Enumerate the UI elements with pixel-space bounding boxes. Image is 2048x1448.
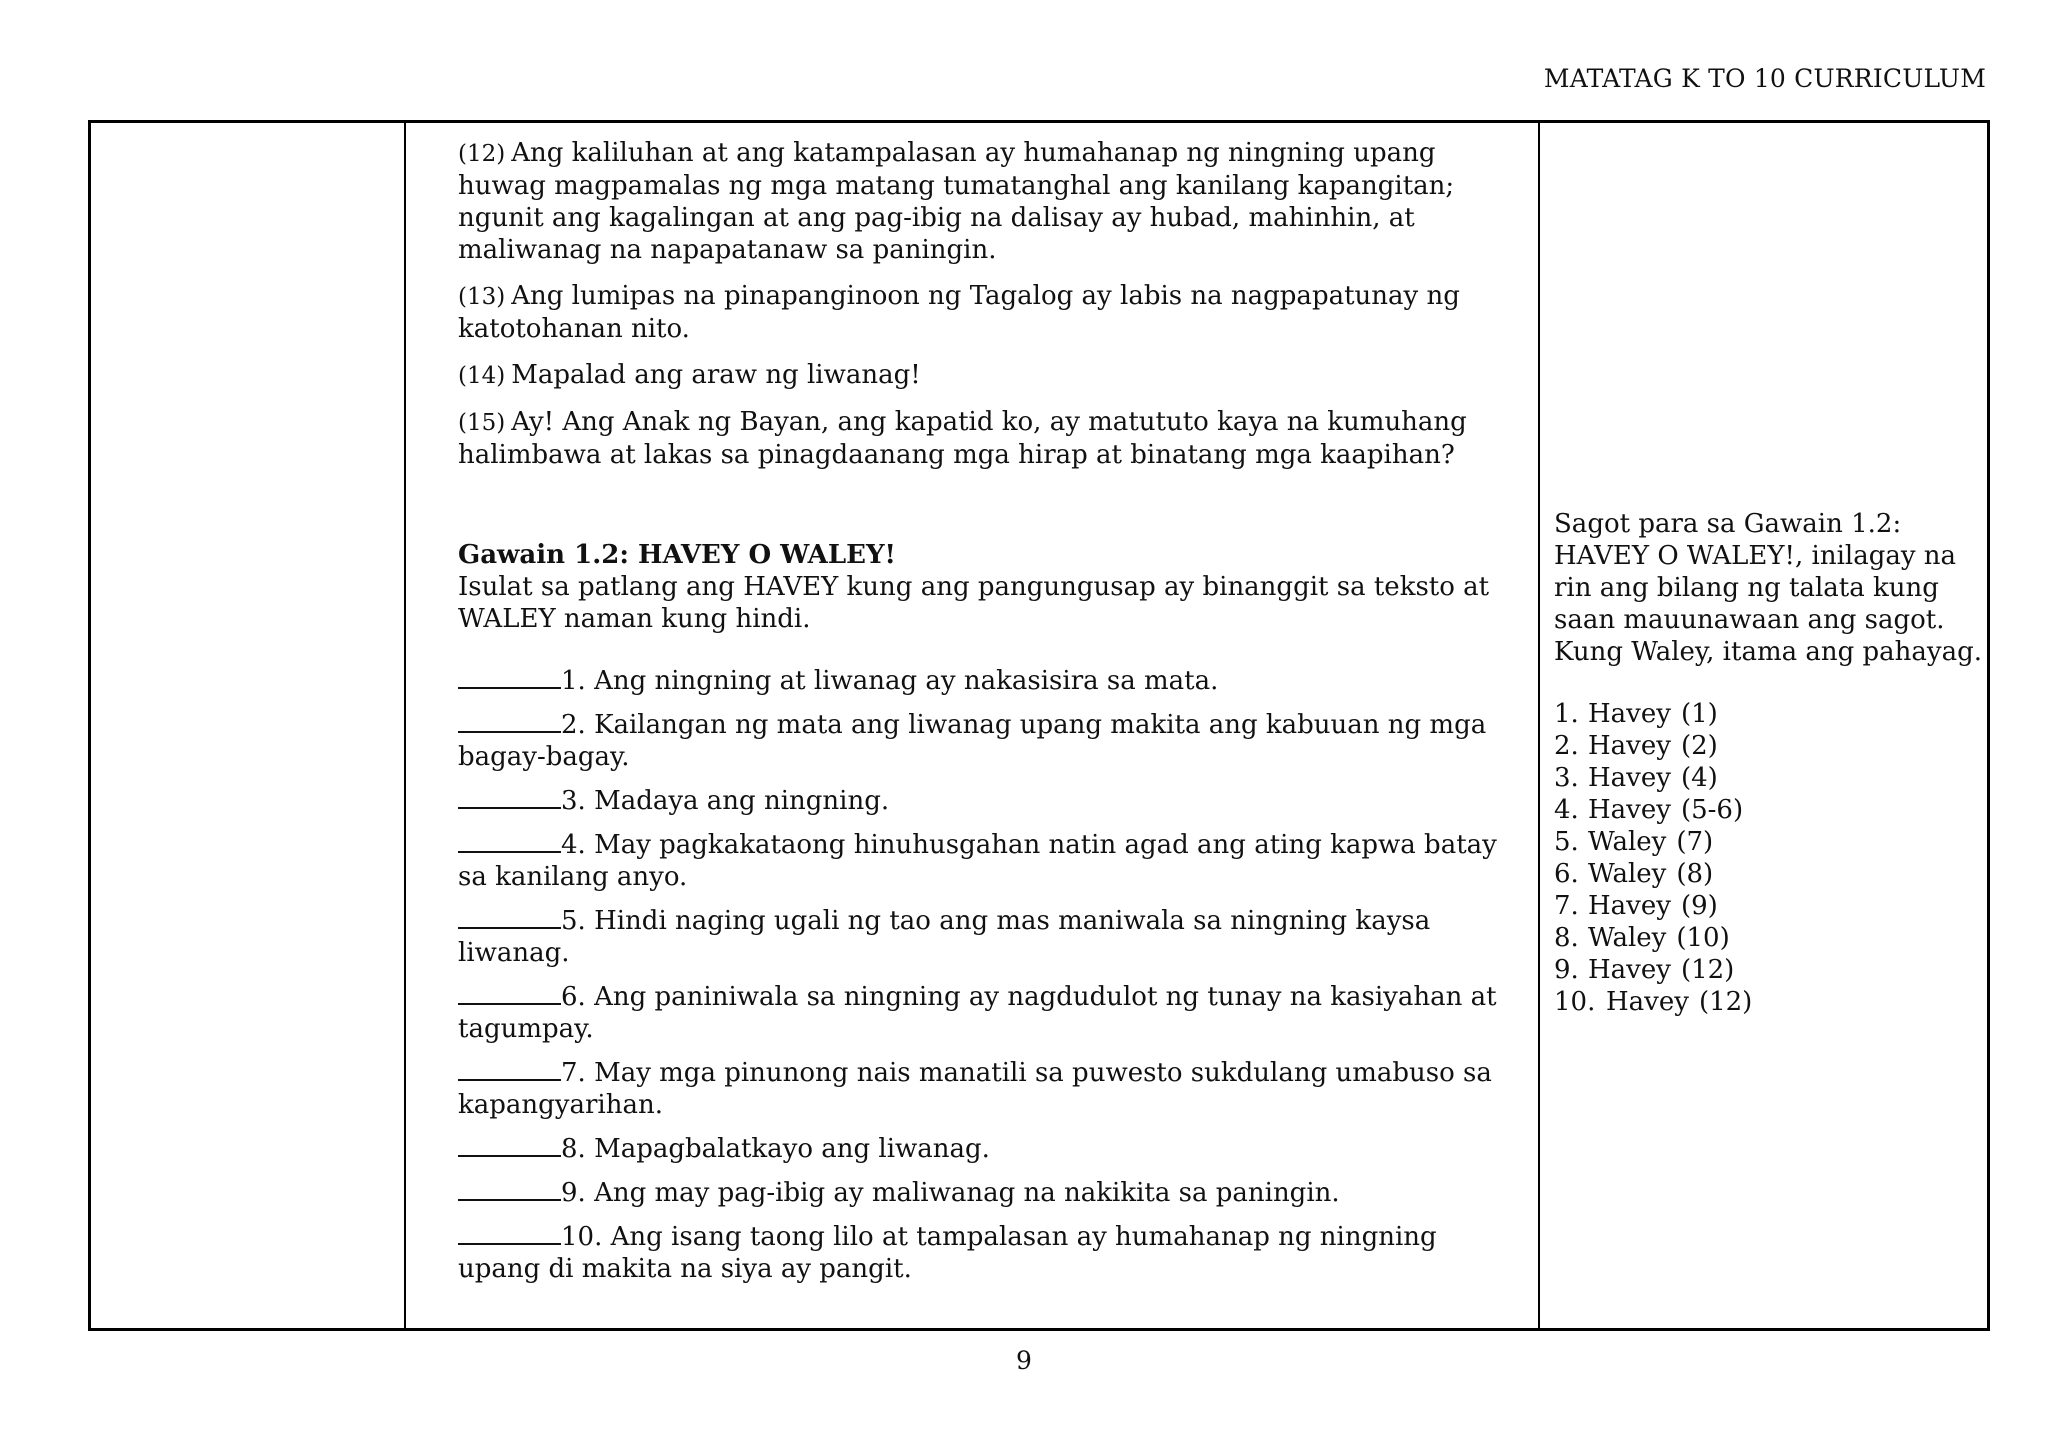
item-text: 10. Ang isang taong lilo at tampalasan ay humahanap ng ningning upang di makita na siya ay pangit. — [458, 1222, 1437, 1284]
paragraph-text: Ang kaliluhan at ang katampalasan ay humahanap ng ningning upang huwag magpamalas ng mga matang tumatanghal ang kanilang kapangitan; ngunit ang kagalingan at ang pag-ibig na dalisay ay hubad, mahinhin, at maliwanag na napapatanaw sa paningin. — [458, 138, 1455, 265]
item-text: 2. Kailangan ng mata ang liwanag upang makita ang kabuuan ng mga bagay-bagay. — [458, 710, 1487, 772]
activity-item — [458, 1133, 1498, 1165]
activity-item — [458, 829, 1498, 893]
item-text: 6. Ang paniniwala sa ningning ay nagdudulot ng tunay na kasiyahan at tagumpay. — [458, 982, 1497, 1044]
gawain-instruction: Isulat sa patlang ang HAVEY kung ang pangungusap ay binanggit sa teksto at WALEY naman kung hindi. — [458, 572, 1490, 634]
paragraph-text: Ang lumipas na pinapanginoon ng Tagalog ay labis na nagpapatunay ng katotohanan nito. — [458, 281, 1460, 344]
activity-item — [458, 1057, 1498, 1121]
item-text: 5. Hindi naging ugali ng tao ang mas maniwala sa ningning kaysa liwanag. — [458, 906, 1431, 968]
paragraph-text: Mapalad ang araw ng liwanag! — [511, 360, 921, 390]
activity-item — [458, 1221, 1498, 1285]
paragraph-number: (15) — [458, 410, 506, 436]
lesson-table — [88, 120, 1990, 1331]
paragraph-15 — [458, 406, 1498, 471]
paragraph-13 — [458, 280, 1498, 345]
answer-item: 4. Havey (5-6) — [1554, 795, 1744, 825]
paragraph-text: Ay! Ang Anak ng Bayan, ang kapatid ko, ay matututo kaya na kumuhang halimbawa at lakas sa pinagdaanang mga hirap at binatang mga kaapihan? — [458, 407, 1467, 470]
answer-item: 3. Havey (4) — [1554, 763, 1718, 793]
answer-key — [1554, 508, 1984, 1018]
answer-blank[interactable] — [458, 1177, 561, 1201]
answer-list — [1554, 698, 1984, 1018]
table-cell-answers — [1540, 123, 1987, 1328]
answer-item: 1. Havey (1) — [1554, 699, 1718, 729]
answer-item: 10. Havey (12) — [1554, 987, 1753, 1017]
answer-blank[interactable] — [458, 829, 561, 853]
paragraph-14 — [458, 359, 1498, 392]
content-body — [458, 137, 1498, 1297]
answer-blank[interactable] — [458, 981, 561, 1005]
activity-item — [458, 1177, 1498, 1209]
answer-item: 6. Waley (8) — [1554, 859, 1714, 889]
page-number: 9 — [1016, 1346, 1032, 1375]
table-cell-left — [91, 123, 406, 1328]
answer-key-intro: Sagot para sa Gawain 1.2: HAVEY O WALEY!, inilagay na rin ang bilang ng talata kung saan mauunawaan ang sagot. Kung Waley, itama ang pahayag. — [1554, 509, 1983, 667]
item-text: 3. Madaya ang ningning. — [561, 786, 890, 816]
answer-item: 8. Waley (10) — [1554, 923, 1730, 953]
answer-item: 7. Havey (9) — [1554, 891, 1718, 921]
paragraph-number: (13) — [458, 284, 506, 310]
answer-item: 2. Havey (2) — [1554, 731, 1718, 761]
gawain-title: Gawain 1.2: HAVEY O WALEY! — [458, 540, 896, 570]
answer-blank[interactable] — [458, 905, 561, 929]
item-text: 4. May pagkakataong hinuhusgahan natin agad ang ating kapwa batay sa kanilang anyo. — [458, 830, 1497, 892]
item-text: 1. Ang ningning at liwanag ay nakasisira sa mata. — [561, 666, 1219, 696]
paragraph-12 — [458, 137, 1498, 266]
paragraph-number: (14) — [458, 363, 506, 389]
answer-item: 5. Waley (7) — [1554, 827, 1714, 857]
answer-blank[interactable] — [458, 1057, 561, 1081]
curriculum-header: MATATAG K TO 10 CURRICULUM — [1543, 64, 1986, 93]
item-text: 7. May mga pinunong nais manatili sa puwesto sukdulang umabuso sa kapangyarihan. — [458, 1058, 1492, 1120]
activity-item — [458, 905, 1498, 969]
table-cell-content — [406, 123, 1540, 1328]
item-text: 8. Mapagbalatkayo ang liwanag. — [561, 1134, 990, 1164]
answer-blank[interactable] — [458, 785, 561, 809]
item-text: 9. Ang may pag-ibig ay maliwanag na nakikita sa paningin. — [561, 1178, 1340, 1208]
paragraph-number: (12) — [458, 141, 506, 167]
activity-item — [458, 665, 1498, 697]
answer-blank[interactable] — [458, 665, 561, 689]
answer-blank[interactable] — [458, 1221, 561, 1245]
answer-blank[interactable] — [458, 709, 561, 733]
activity-item — [458, 981, 1498, 1045]
answer-blank[interactable] — [458, 1133, 561, 1157]
activity-item — [458, 785, 1498, 817]
answer-item: 9. Havey (12) — [1554, 955, 1735, 985]
activity-item — [458, 709, 1498, 773]
